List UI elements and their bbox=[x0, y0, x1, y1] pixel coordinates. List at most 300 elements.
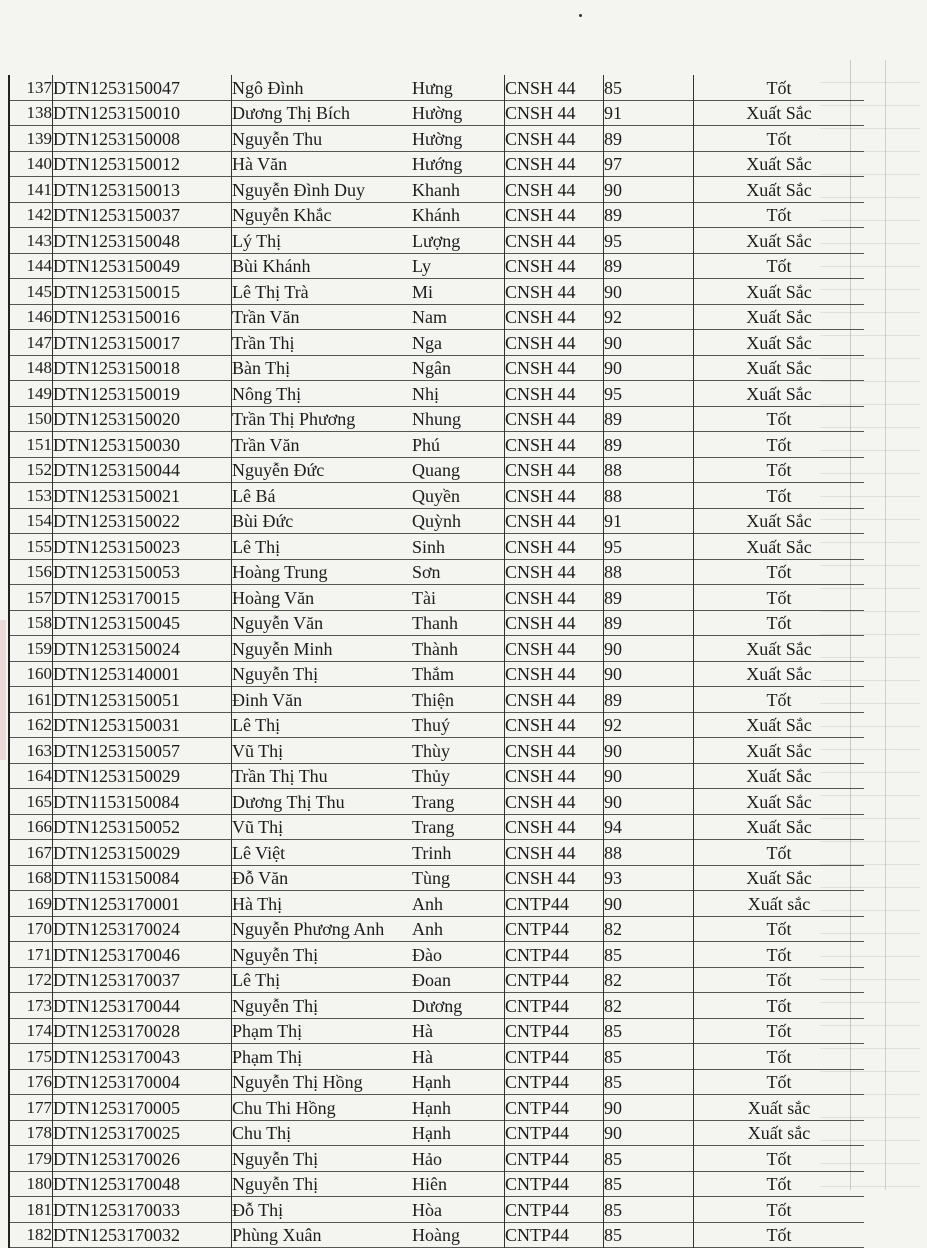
rating-cell: Tốt bbox=[694, 75, 865, 100]
score-cell: 90 bbox=[604, 638, 622, 659]
rating-cell: Tốt bbox=[694, 610, 865, 636]
class-name-cell: CNSH 44 bbox=[505, 279, 604, 305]
rating-cell: Xuất sắc bbox=[694, 1120, 865, 1146]
given-name-cell: Anh bbox=[412, 919, 443, 939]
class-name-cell: CNSH 44 bbox=[505, 610, 604, 636]
student-id-cell: DTN1253150031 bbox=[53, 712, 232, 738]
class-name-cell: CNTP44 bbox=[505, 1095, 604, 1121]
table-row bbox=[9, 508, 864, 534]
rating-cell: Tốt bbox=[694, 967, 865, 993]
class-name-cell: CNTP44 bbox=[505, 891, 604, 917]
surname-cell: Bùi Đức bbox=[232, 511, 294, 531]
row-number-cell: 162 bbox=[9, 712, 53, 738]
surname-cell: Lê Thị bbox=[232, 536, 281, 557]
student-id-cell: DTN1253170004 bbox=[53, 1069, 232, 1095]
surname-cell: Trần Văn bbox=[232, 434, 300, 455]
rating-cell: Tốt bbox=[694, 1197, 865, 1223]
given-name-cell: Hiên bbox=[412, 1174, 447, 1194]
score-cell: 88 bbox=[604, 562, 622, 582]
score-cell: 90 bbox=[604, 664, 622, 684]
student-id-cell: DTN1253170015 bbox=[53, 585, 232, 611]
surname-cell: Bàn Thị bbox=[232, 358, 291, 378]
class-name-cell: CNTP44 bbox=[505, 1197, 604, 1223]
class-name-cell: CNSH 44 bbox=[505, 661, 604, 687]
class-name-cell: CNSH 44 bbox=[505, 151, 604, 177]
table-row bbox=[9, 177, 864, 203]
score-cell: 82 bbox=[604, 919, 622, 939]
rating-cell: Tốt bbox=[694, 993, 865, 1019]
rating-cell: Tốt bbox=[694, 1018, 865, 1044]
student-id-cell: DTN1253170037 bbox=[53, 967, 232, 993]
class-name-cell: CNSH 44 bbox=[505, 304, 604, 330]
table-row bbox=[9, 253, 864, 279]
student-id-cell: DTN1253140001 bbox=[53, 661, 232, 687]
surname-cell: Nguyễn Phương Anh bbox=[232, 919, 385, 939]
surname-cell: Trần Thị bbox=[232, 332, 295, 353]
score-cell: 85 bbox=[604, 1148, 622, 1169]
given-name-cell: Tùng bbox=[412, 868, 450, 888]
score-cell: 92 bbox=[604, 307, 622, 327]
row-number-cell: 172 bbox=[9, 967, 53, 993]
row-number-cell: 143 bbox=[9, 228, 53, 254]
row-number-cell: 178 bbox=[9, 1120, 53, 1146]
class-name-cell: CNTP44 bbox=[505, 1171, 604, 1197]
table-row bbox=[9, 228, 864, 254]
row-number-cell: 169 bbox=[9, 891, 53, 917]
student-id-cell: DTN1253150053 bbox=[53, 559, 232, 585]
class-name-cell: CNSH 44 bbox=[505, 763, 604, 789]
class-name-cell: CNTP44 bbox=[505, 993, 604, 1019]
student-id-cell: DTN1253150018 bbox=[53, 355, 232, 381]
score-cell: 89 bbox=[604, 409, 622, 429]
score-cell: 91 bbox=[604, 511, 622, 531]
score-cell: 90 bbox=[604, 281, 622, 302]
row-number-cell: 156 bbox=[9, 559, 53, 585]
row-number-cell: 152 bbox=[9, 457, 53, 483]
class-name-cell: CNSH 44 bbox=[505, 840, 604, 866]
student-id-cell: DTN1253150012 bbox=[53, 151, 232, 177]
table-row bbox=[9, 432, 864, 458]
student-id-cell: DTN1253150022 bbox=[53, 508, 232, 534]
student-id-cell: DTN1253150017 bbox=[53, 330, 232, 356]
row-number-cell: 181 bbox=[9, 1197, 53, 1223]
rating-cell: Xuất Sắc bbox=[694, 865, 865, 891]
class-name-cell: CNSH 44 bbox=[505, 483, 604, 509]
student-id-cell: DTN1253150057 bbox=[53, 738, 232, 764]
surname-cell: Hoàng Trung bbox=[232, 562, 328, 582]
student-id-cell: DTN1253150051 bbox=[53, 687, 232, 713]
given-name-cell: Trang bbox=[412, 817, 455, 837]
class-name-cell: CNSH 44 bbox=[505, 202, 604, 228]
given-name-cell: Hường bbox=[412, 103, 463, 123]
rating-cell: Tốt bbox=[694, 687, 865, 713]
score-cell: 93 bbox=[604, 868, 622, 888]
table-row bbox=[9, 1171, 864, 1197]
score-cell: 85 bbox=[604, 944, 622, 965]
table-row bbox=[9, 126, 864, 152]
table-row bbox=[9, 151, 864, 177]
score-cell: 89 bbox=[604, 434, 622, 455]
row-number-cell: 179 bbox=[9, 1146, 53, 1172]
rating-cell: Xuất Sắc bbox=[694, 534, 865, 560]
rating-cell: Tốt bbox=[694, 202, 865, 228]
score-cell: 95 bbox=[604, 536, 622, 557]
rating-cell: Xuất Sắc bbox=[694, 228, 865, 254]
row-number-cell: 180 bbox=[9, 1171, 53, 1197]
table-row bbox=[9, 1095, 864, 1121]
table-row bbox=[9, 687, 864, 713]
score-cell: 95 bbox=[604, 230, 622, 251]
class-name-cell: CNTP44 bbox=[505, 1146, 604, 1172]
row-number-cell: 154 bbox=[9, 508, 53, 534]
student-id-cell: DTN1253150049 bbox=[53, 253, 232, 279]
surname-cell: Bùi Khánh bbox=[232, 256, 311, 276]
score-cell: 90 bbox=[604, 791, 622, 812]
surname-cell: Nguyễn Đức bbox=[232, 460, 325, 480]
surname-cell: Nguyễn Thu bbox=[232, 128, 323, 149]
student-id-cell: DTN1253150045 bbox=[53, 610, 232, 636]
given-name-cell: Mi bbox=[412, 281, 434, 302]
score-cell: 85 bbox=[604, 1174, 622, 1194]
rating-cell: Xuất Sắc bbox=[694, 789, 865, 815]
row-number-cell: 166 bbox=[9, 814, 53, 840]
score-cell: 90 bbox=[604, 332, 622, 353]
row-number-cell: 173 bbox=[9, 993, 53, 1019]
surname-cell: Nguyễn Khắc bbox=[232, 205, 332, 225]
table-row bbox=[9, 763, 864, 789]
surname-cell: Đỗ Thị bbox=[232, 1199, 284, 1220]
row-number-cell: 155 bbox=[9, 534, 53, 560]
given-name-cell: Hạnh bbox=[412, 1097, 451, 1118]
score-cell: 90 bbox=[604, 766, 622, 786]
row-number-cell: 138 bbox=[9, 100, 53, 126]
class-name-cell: CNTP44 bbox=[505, 967, 604, 993]
given-name-cell: Hà bbox=[412, 1021, 433, 1041]
surname-cell: Lê Thị bbox=[232, 715, 281, 735]
table-row bbox=[9, 1069, 864, 1095]
table-row bbox=[9, 381, 864, 407]
table-row bbox=[9, 406, 864, 432]
table-row bbox=[9, 1197, 864, 1223]
surname-cell: Nguyễn Thị bbox=[232, 1148, 319, 1169]
table-row bbox=[9, 559, 864, 585]
given-name-cell: Trinh bbox=[412, 842, 452, 863]
surname-cell: Chu Thị bbox=[232, 1123, 292, 1143]
given-name-cell: Quỳnh bbox=[412, 511, 461, 531]
row-number-cell: 170 bbox=[9, 916, 53, 942]
given-name-cell: Quang bbox=[412, 460, 460, 480]
table-row bbox=[9, 967, 864, 993]
score-cell: 88 bbox=[604, 485, 622, 506]
surname-cell: Phùng Xuân bbox=[232, 1225, 322, 1245]
rating-cell: Xuất sắc bbox=[694, 891, 865, 917]
rating-cell: Xuất Sắc bbox=[694, 636, 865, 662]
score-cell: 90 bbox=[604, 1123, 622, 1143]
class-name-cell: CNSH 44 bbox=[505, 126, 604, 152]
rating-cell: Tốt bbox=[694, 126, 865, 152]
student-id-cell: DTN1153150084 bbox=[53, 789, 232, 815]
given-name-cell: Ly bbox=[412, 256, 432, 276]
student-id-cell: DTN1253150016 bbox=[53, 304, 232, 330]
score-cell: 92 bbox=[604, 715, 622, 735]
score-cell: 85 bbox=[604, 1199, 622, 1220]
row-number-cell: 139 bbox=[9, 126, 53, 152]
row-number-cell: 175 bbox=[9, 1044, 53, 1070]
row-number-cell: 137 bbox=[9, 75, 53, 100]
given-name-cell: Thắm bbox=[412, 664, 454, 684]
given-name-cell: Nam bbox=[412, 307, 447, 327]
surname-cell: Nguyễn Thị bbox=[232, 664, 319, 684]
student-id-cell: DTN1253150010 bbox=[53, 100, 232, 126]
score-cell: 95 bbox=[604, 383, 622, 404]
surname-cell: Nguyễn Văn bbox=[232, 613, 324, 633]
row-number-cell: 141 bbox=[9, 177, 53, 203]
class-name-cell: CNSH 44 bbox=[505, 508, 604, 534]
student-id-cell: DTN1153150084 bbox=[53, 865, 232, 891]
score-cell: 88 bbox=[604, 842, 622, 863]
table-row bbox=[9, 636, 864, 662]
student-rating-table bbox=[8, 75, 864, 1248]
page-edge-stain bbox=[0, 620, 6, 760]
surname-cell: Lê Thị Trà bbox=[232, 281, 309, 302]
surname-cell: Chu Thi Hồng bbox=[232, 1097, 336, 1118]
given-name-cell: Ngân bbox=[412, 358, 451, 378]
surname-cell: Lê Bá bbox=[232, 485, 276, 506]
student-id-cell: DTN1253170026 bbox=[53, 1146, 232, 1172]
table-row bbox=[9, 279, 864, 305]
surname-cell: Lê Việt bbox=[232, 842, 286, 863]
surname-cell: Vũ Thị bbox=[232, 740, 284, 761]
class-name-cell: CNSH 44 bbox=[505, 75, 604, 100]
class-name-cell: CNSH 44 bbox=[505, 355, 604, 381]
surname-cell: Nguyễn Đình Duy bbox=[232, 179, 365, 200]
rating-cell: Tốt bbox=[694, 942, 865, 968]
score-cell: 85 bbox=[604, 77, 622, 98]
class-name-cell: CNSH 44 bbox=[505, 814, 604, 840]
table-row bbox=[9, 814, 864, 840]
row-number-cell: 145 bbox=[9, 279, 53, 305]
given-name-cell: Đoan bbox=[412, 970, 451, 990]
class-name-cell: CNSH 44 bbox=[505, 585, 604, 611]
rating-cell: Xuất Sắc bbox=[694, 304, 865, 330]
rating-cell: Tốt bbox=[694, 840, 865, 866]
table-row bbox=[9, 1222, 864, 1248]
class-name-cell: CNSH 44 bbox=[505, 559, 604, 585]
surname-cell: Vũ Thị bbox=[232, 817, 284, 837]
score-cell: 85 bbox=[604, 1046, 622, 1067]
class-name-cell: CNSH 44 bbox=[505, 381, 604, 407]
rating-cell: Tốt bbox=[694, 483, 865, 509]
surname-cell: Phạm Thị bbox=[232, 1021, 303, 1041]
given-name-cell: Anh bbox=[412, 893, 443, 914]
given-name-cell: Sơn bbox=[412, 562, 441, 582]
given-name-cell: Phú bbox=[412, 434, 441, 455]
table-row bbox=[9, 993, 864, 1019]
surname-cell: Nguyễn Thị bbox=[232, 944, 319, 965]
class-name-cell: CNTP44 bbox=[505, 1044, 604, 1070]
table-row bbox=[9, 304, 864, 330]
class-name-cell: CNTP44 bbox=[505, 1018, 604, 1044]
row-number-cell: 144 bbox=[9, 253, 53, 279]
student-id-cell: DTN1253150030 bbox=[53, 432, 232, 458]
class-name-cell: CNSH 44 bbox=[505, 177, 604, 203]
score-cell: 85 bbox=[604, 1072, 622, 1092]
rating-cell: Tốt bbox=[694, 1146, 865, 1172]
student-id-cell: DTN1253150008 bbox=[53, 126, 232, 152]
table-row bbox=[9, 738, 864, 764]
class-name-cell: CNTP44 bbox=[505, 916, 604, 942]
student-id-cell: DTN1253170046 bbox=[53, 942, 232, 968]
score-cell: 89 bbox=[604, 613, 622, 633]
surname-cell: Lý Thị bbox=[232, 230, 282, 251]
rating-cell: Xuất Sắc bbox=[694, 100, 865, 126]
student-id-cell: DTN1253170033 bbox=[53, 1197, 232, 1223]
surname-cell: Dương Thị Bích bbox=[232, 103, 350, 123]
surname-cell: Trần Văn bbox=[232, 307, 300, 327]
surname-cell: Đỗ Văn bbox=[232, 868, 289, 888]
student-id-cell: DTN1253150013 bbox=[53, 177, 232, 203]
given-name-cell: Trang bbox=[412, 791, 455, 812]
given-name-cell: Hoàng bbox=[412, 1225, 460, 1245]
given-name-cell: Nhị bbox=[412, 383, 439, 404]
class-name-cell: CNSH 44 bbox=[505, 636, 604, 662]
table-row bbox=[9, 355, 864, 381]
score-cell: 85 bbox=[604, 1021, 622, 1041]
student-id-cell: DTN1253170032 bbox=[53, 1222, 232, 1248]
bleed-through-column bbox=[885, 60, 886, 1190]
given-name-cell: Đào bbox=[412, 944, 442, 965]
table-row bbox=[9, 789, 864, 815]
table-row bbox=[9, 712, 864, 738]
score-cell: 89 bbox=[604, 205, 622, 225]
score-cell: 90 bbox=[604, 1097, 622, 1118]
student-id-cell: DTN1253150047 bbox=[53, 75, 232, 100]
given-name-cell: Hạnh bbox=[412, 1123, 451, 1143]
student-id-cell: DTN1253150052 bbox=[53, 814, 232, 840]
score-cell: 94 bbox=[604, 817, 622, 837]
given-name-cell: Hưng bbox=[412, 77, 453, 98]
student-id-cell: DTN1253150023 bbox=[53, 534, 232, 560]
given-name-cell: Hòa bbox=[412, 1199, 442, 1220]
row-number-cell: 157 bbox=[9, 585, 53, 611]
student-id-cell: DTN1253150020 bbox=[53, 406, 232, 432]
table-row bbox=[9, 483, 864, 509]
row-number-cell: 158 bbox=[9, 610, 53, 636]
table-row bbox=[9, 891, 864, 917]
student-id-cell: DTN1253150021 bbox=[53, 483, 232, 509]
row-number-cell: 163 bbox=[9, 738, 53, 764]
score-cell: 82 bbox=[604, 995, 622, 1016]
student-id-cell: DTN1253150019 bbox=[53, 381, 232, 407]
rating-cell: Xuất Sắc bbox=[694, 330, 865, 356]
surname-cell: Ngô Đình bbox=[232, 77, 304, 98]
score-cell: 82 bbox=[604, 970, 622, 990]
table-row bbox=[9, 585, 864, 611]
row-number-cell: 168 bbox=[9, 865, 53, 891]
class-name-cell: CNSH 44 bbox=[505, 712, 604, 738]
given-name-cell: Lượng bbox=[412, 230, 461, 251]
given-name-cell: Quyền bbox=[412, 485, 460, 506]
surname-cell: Hà Thị bbox=[232, 893, 283, 914]
row-number-cell: 161 bbox=[9, 687, 53, 713]
class-name-cell: CNTP44 bbox=[505, 942, 604, 968]
rating-cell: Xuất Sắc bbox=[694, 508, 865, 534]
surname-cell: Hà Văn bbox=[232, 154, 288, 174]
rating-cell: Tốt bbox=[694, 585, 865, 611]
given-name-cell: Khánh bbox=[412, 205, 460, 225]
score-cell: 90 bbox=[604, 893, 622, 914]
class-name-cell: CNTP44 bbox=[505, 1069, 604, 1095]
table-row bbox=[9, 610, 864, 636]
table-row bbox=[9, 100, 864, 126]
table-row bbox=[9, 1146, 864, 1172]
student-id-cell: DTN1253150037 bbox=[53, 202, 232, 228]
given-name-cell: Hảo bbox=[412, 1148, 442, 1169]
row-number-cell: 182 bbox=[9, 1222, 53, 1248]
class-name-cell: CNSH 44 bbox=[505, 534, 604, 560]
class-name-cell: CNSH 44 bbox=[505, 457, 604, 483]
surname-cell: Hoàng Văn bbox=[232, 587, 315, 608]
given-name-cell: Sinh bbox=[412, 536, 446, 557]
row-number-cell: 165 bbox=[9, 789, 53, 815]
student-id-cell: DTN1253170048 bbox=[53, 1171, 232, 1197]
row-number-cell: 140 bbox=[9, 151, 53, 177]
rating-cell: Tốt bbox=[694, 432, 865, 458]
row-number-cell: 176 bbox=[9, 1069, 53, 1095]
given-name-cell: Hạnh bbox=[412, 1072, 451, 1092]
rating-cell: Xuất Sắc bbox=[694, 381, 865, 407]
row-number-cell: 153 bbox=[9, 483, 53, 509]
given-name-cell: Thiện bbox=[412, 689, 454, 710]
student-id-cell: DTN1253170005 bbox=[53, 1095, 232, 1121]
student-id-cell: DTN1253150015 bbox=[53, 279, 232, 305]
score-cell: 90 bbox=[604, 740, 622, 761]
row-number-cell: 159 bbox=[9, 636, 53, 662]
table-row bbox=[9, 916, 864, 942]
class-name-cell: CNSH 44 bbox=[505, 330, 604, 356]
rating-cell: Tốt bbox=[694, 406, 865, 432]
student-id-cell: DTN1253170028 bbox=[53, 1018, 232, 1044]
rating-cell: Xuất Sắc bbox=[694, 177, 865, 203]
row-number-cell: 167 bbox=[9, 840, 53, 866]
class-name-cell: CNSH 44 bbox=[505, 432, 604, 458]
score-cell: 97 bbox=[604, 154, 622, 174]
score-cell: 89 bbox=[604, 689, 622, 710]
class-name-cell: CNSH 44 bbox=[505, 865, 604, 891]
surname-cell: Dương Thị Thu bbox=[232, 791, 345, 812]
rating-cell: Tốt bbox=[694, 1171, 865, 1197]
table-row bbox=[9, 1018, 864, 1044]
table-row bbox=[9, 330, 864, 356]
row-number-cell: 171 bbox=[9, 942, 53, 968]
rating-cell: Xuất Sắc bbox=[694, 738, 865, 764]
table-row bbox=[9, 1044, 864, 1070]
rating-cell: Tốt bbox=[694, 916, 865, 942]
surname-cell: Nguyễn Thị Hồng bbox=[232, 1072, 363, 1092]
given-name-cell: Thùy bbox=[412, 740, 450, 761]
table-row bbox=[9, 942, 864, 968]
given-name-cell: Tài bbox=[412, 587, 436, 608]
student-id-cell: DTN1253170001 bbox=[53, 891, 232, 917]
row-number-cell: 174 bbox=[9, 1018, 53, 1044]
score-cell: 91 bbox=[604, 103, 622, 123]
row-number-cell: 147 bbox=[9, 330, 53, 356]
given-name-cell: Thuý bbox=[412, 715, 450, 735]
rating-cell: Tốt bbox=[694, 1222, 865, 1248]
table-row bbox=[9, 534, 864, 560]
row-number-cell: 164 bbox=[9, 763, 53, 789]
row-number-cell: 177 bbox=[9, 1095, 53, 1121]
